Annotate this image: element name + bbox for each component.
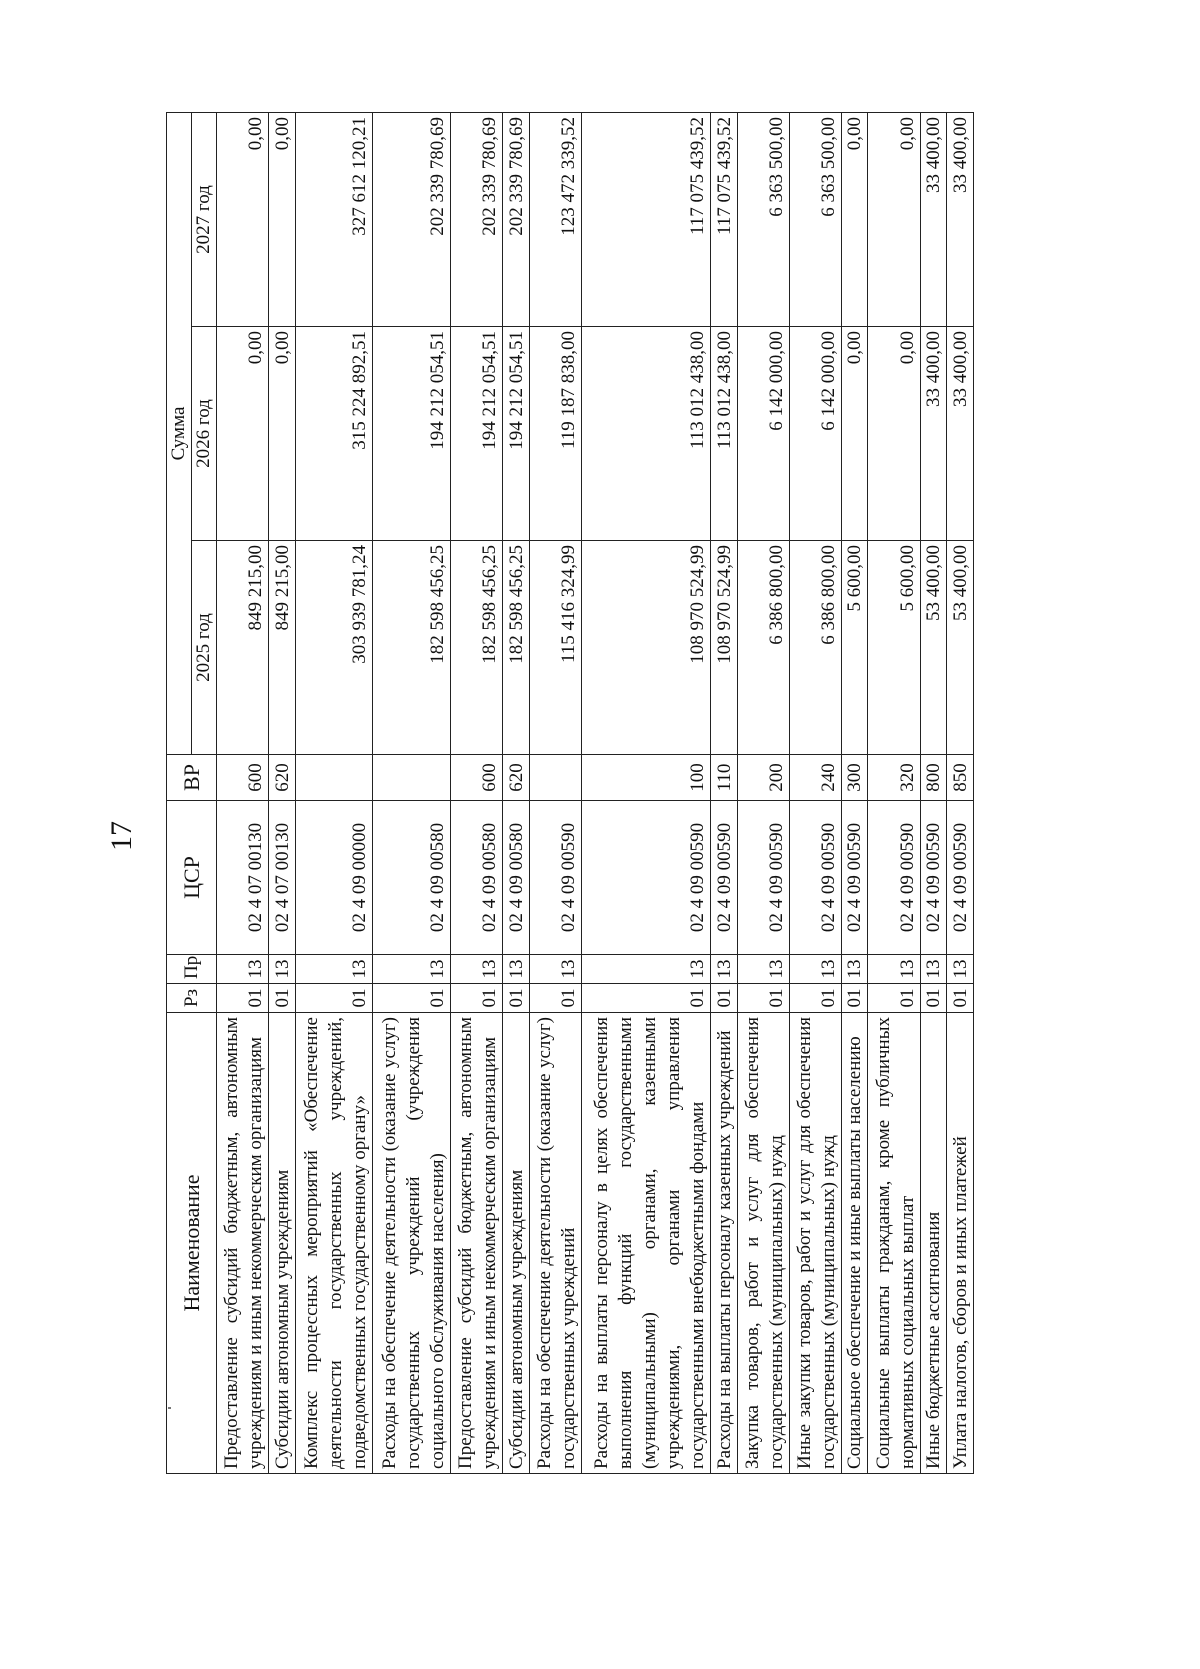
row-vr: 620 [269, 755, 296, 801]
table-row [217, 113, 269, 1474]
row-rz: 01 [217, 984, 269, 1013]
row-amount-2027: 0,00 [217, 113, 269, 327]
row-amount-2025: 303 939 781,24 [295, 541, 373, 755]
row-amount-2026: 6 142 000,00 [789, 327, 841, 541]
row-amount-2025: 5 600,00 [868, 541, 920, 755]
row-vr: 100 [582, 755, 711, 801]
row-amount-2026: 0,00 [217, 327, 269, 541]
row-name: Предоставление субсидий бюджетным, автономным учреждениям и иным некоммерческим организациям [217, 1013, 269, 1474]
row-amount-2027: 123 472 339,52 [529, 113, 581, 327]
row-amount-2025: 53 400,00 [920, 541, 947, 755]
row-pr: 13 [529, 955, 581, 984]
row-amount-2026: 0,00 [868, 327, 920, 541]
table-body [217, 113, 974, 1474]
budget-table-rotated [166, 112, 974, 1474]
row-vr: 300 [841, 755, 868, 801]
row-amount-2026: 113 012 438,00 [710, 327, 737, 541]
row-vr: 240 [789, 755, 841, 801]
row-rz: 01 [503, 984, 530, 1013]
row-rz: 01 [269, 984, 296, 1013]
row-rz: 01 [841, 984, 868, 1013]
row-name: Расходы на обеспечение деятельности (оказание услуг) государственных учреждений [529, 1013, 581, 1474]
table-row [947, 113, 974, 1474]
row-rz: 01 [789, 984, 841, 1013]
row-amount-2025: 182 598 456,25 [451, 541, 503, 755]
header-vr: ВР [167, 755, 217, 801]
row-vr [529, 755, 581, 801]
row-name: Социальное обеспечение и иные выплаты населению [841, 1013, 868, 1474]
row-amount-2027: 327 612 120,21 [295, 113, 373, 327]
row-amount-2027: 33 400,00 [947, 113, 974, 327]
row-rz: 01 [920, 984, 947, 1013]
row-amount-2027: 0,00 [868, 113, 920, 327]
row-name: Иные бюджетные ассигнования [920, 1013, 947, 1474]
row-vr: 110 [710, 755, 737, 801]
row-amount-2026: 194 212 054,51 [503, 327, 530, 541]
row-pr: 13 [737, 955, 789, 984]
row-amount-2026: 0,00 [841, 327, 868, 541]
row-pr: 13 [582, 955, 711, 984]
row-amount-2027: 33 400,00 [920, 113, 947, 327]
row-name: Субсидии автономным учреждениям [503, 1013, 530, 1474]
header-name: Наименование [167, 1013, 217, 1474]
row-pr: 13 [947, 955, 974, 984]
row-csr: 02 4 07 00130 [217, 801, 269, 955]
row-amount-2026: 113 012 438,00 [582, 327, 711, 541]
row-rz: 01 [451, 984, 503, 1013]
row-name: Уплата налогов, сборов и иных платежей [947, 1013, 974, 1474]
row-rz: 01 [582, 984, 711, 1013]
row-pr: 13 [373, 955, 451, 984]
row-amount-2027: 117 075 439,52 [710, 113, 737, 327]
row-amount-2025: 6 386 800,00 [737, 541, 789, 755]
table-row [710, 113, 737, 1474]
row-amount-2026: 33 400,00 [947, 327, 974, 541]
row-amount-2027: 117 075 439,52 [582, 113, 711, 327]
row-name: Предоставление субсидий бюджетным, автономным учреждениям и иным некоммерческим организациям [451, 1013, 503, 1474]
row-pr: 13 [295, 955, 373, 984]
row-amount-2025: 6 386 800,00 [789, 541, 841, 755]
row-amount-2027: 6 363 500,00 [737, 113, 789, 327]
row-pr: 13 [710, 955, 737, 984]
row-amount-2025: 115 416 324,99 [529, 541, 581, 755]
row-amount-2026: 33 400,00 [920, 327, 947, 541]
row-amount-2027: 6 363 500,00 [789, 113, 841, 327]
row-pr: 13 [503, 955, 530, 984]
row-amount-2026: 6 142 000,00 [737, 327, 789, 541]
table-row [920, 113, 947, 1474]
row-amount-2027: 0,00 [269, 113, 296, 327]
header-csr: ЦСР [167, 801, 217, 955]
row-vr: 800 [920, 755, 947, 801]
row-vr [373, 755, 451, 801]
row-amount-2026: 315 224 892,51 [295, 327, 373, 541]
row-amount-2026: 0,00 [269, 327, 296, 541]
row-amount-2025: 108 970 524,99 [582, 541, 711, 755]
row-csr: 02 4 09 00580 [451, 801, 503, 955]
row-vr: 600 [451, 755, 503, 801]
header-year-2025: 2025 год [192, 541, 217, 755]
row-pr: 13 [451, 955, 503, 984]
row-rz: 01 [529, 984, 581, 1013]
row-amount-2025: 108 970 524,99 [710, 541, 737, 755]
table-row [373, 113, 451, 1474]
header-sum-group: Сумма [167, 113, 192, 755]
row-pr: 13 [269, 955, 296, 984]
budget-table [166, 112, 974, 1474]
row-name: Расходы на выплаты персоналу казенных учреждений [710, 1013, 737, 1474]
row-csr: 02 4 07 00130 [269, 801, 296, 955]
row-rz: 01 [947, 984, 974, 1013]
row-rz: 01 [373, 984, 451, 1013]
row-vr: 200 [737, 755, 789, 801]
row-rz: 01 [295, 984, 373, 1013]
row-csr: 02 4 09 00590 [920, 801, 947, 955]
row-name: Социальные выплаты гражданам, кроме публичных нормативных социальных выплат [868, 1013, 920, 1474]
row-csr: 02 4 09 00590 [789, 801, 841, 955]
row-amount-2027: 202 339 780,69 [373, 113, 451, 327]
header-year-2026: 2026 год [192, 327, 217, 541]
row-vr: 850 [947, 755, 974, 801]
row-csr: 02 4 09 00590 [841, 801, 868, 955]
row-name: Закупка товаров, работ и услуг для обеспечения государственных (муниципальных) нужд [737, 1013, 789, 1474]
row-csr: 02 4 09 00590 [737, 801, 789, 955]
table-row [868, 113, 920, 1474]
row-vr: 320 [868, 755, 920, 801]
row-amount-2027: 202 339 780,69 [451, 113, 503, 327]
row-amount-2025: 849 215,00 [217, 541, 269, 755]
table-row [503, 113, 530, 1474]
row-name: Расходы на обеспечение деятельности (оказание услуг) государственных учреждений (учреждения социального обслуживания населения) [373, 1013, 451, 1474]
row-csr: 02 4 09 00580 [373, 801, 451, 955]
table-row [737, 113, 789, 1474]
row-name: Иные закупки товаров, работ и услуг для обеспечения государственных (муниципальных) нужд [789, 1013, 841, 1474]
row-csr: 02 4 09 00590 [947, 801, 974, 955]
row-amount-2025: 182 598 456,25 [373, 541, 451, 755]
row-csr: 02 4 09 00590 [582, 801, 711, 955]
row-amount-2025: 53 400,00 [947, 541, 974, 755]
header-year-2027: 2027 год [192, 113, 217, 327]
row-csr: 02 4 09 00000 [295, 801, 373, 955]
row-amount-2025: 849 215,00 [269, 541, 296, 755]
table-row [295, 113, 373, 1474]
row-amount-2025: 182 598 456,25 [503, 541, 530, 755]
row-name: Расходы на выплаты персоналу в целях обеспечения выполнения функций государственными (муниципальными) органами, казенными учреждениями, органами управления государственными внебюджетными фондами [582, 1013, 711, 1474]
table-row [582, 113, 711, 1474]
row-amount-2027: 202 339 780,69 [503, 113, 530, 327]
row-pr: 13 [920, 955, 947, 984]
row-csr: 02 4 09 00590 [710, 801, 737, 955]
row-csr: 02 4 09 00590 [529, 801, 581, 955]
row-csr: 02 4 09 00590 [868, 801, 920, 955]
header-pr: Пр [167, 955, 217, 984]
row-amount-2026: 119 187 838,00 [529, 327, 581, 541]
row-pr: 13 [868, 955, 920, 984]
table-row [841, 113, 868, 1474]
table-row [529, 113, 581, 1474]
row-csr: 02 4 09 00580 [503, 801, 530, 955]
row-rz: 01 [710, 984, 737, 1013]
table-header [167, 113, 217, 1474]
row-pr: 13 [217, 955, 269, 984]
page-number: 17 [105, 821, 138, 851]
row-amount-2026: 194 212 054,51 [451, 327, 503, 541]
row-pr: 13 [841, 955, 868, 984]
row-vr: 620 [503, 755, 530, 801]
row-name: Субсидии автономным учреждениям [269, 1013, 296, 1474]
table-row [789, 113, 841, 1474]
row-pr: 13 [789, 955, 841, 984]
row-rz: 01 [868, 984, 920, 1013]
row-amount-2027: 0,00 [841, 113, 868, 327]
table-row [269, 113, 296, 1474]
row-amount-2026: 194 212 054,51 [373, 327, 451, 541]
row-name: Комплекс процессных мероприятий «Обеспечение деятельности государственных учреждений, подведомственных государственному органу» [295, 1013, 373, 1474]
table-row [451, 113, 503, 1474]
row-rz: 01 [737, 984, 789, 1013]
row-vr: 600 [217, 755, 269, 801]
row-amount-2025: 5 600,00 [841, 541, 868, 755]
header-rz: Рз [167, 984, 217, 1013]
row-vr [295, 755, 373, 801]
